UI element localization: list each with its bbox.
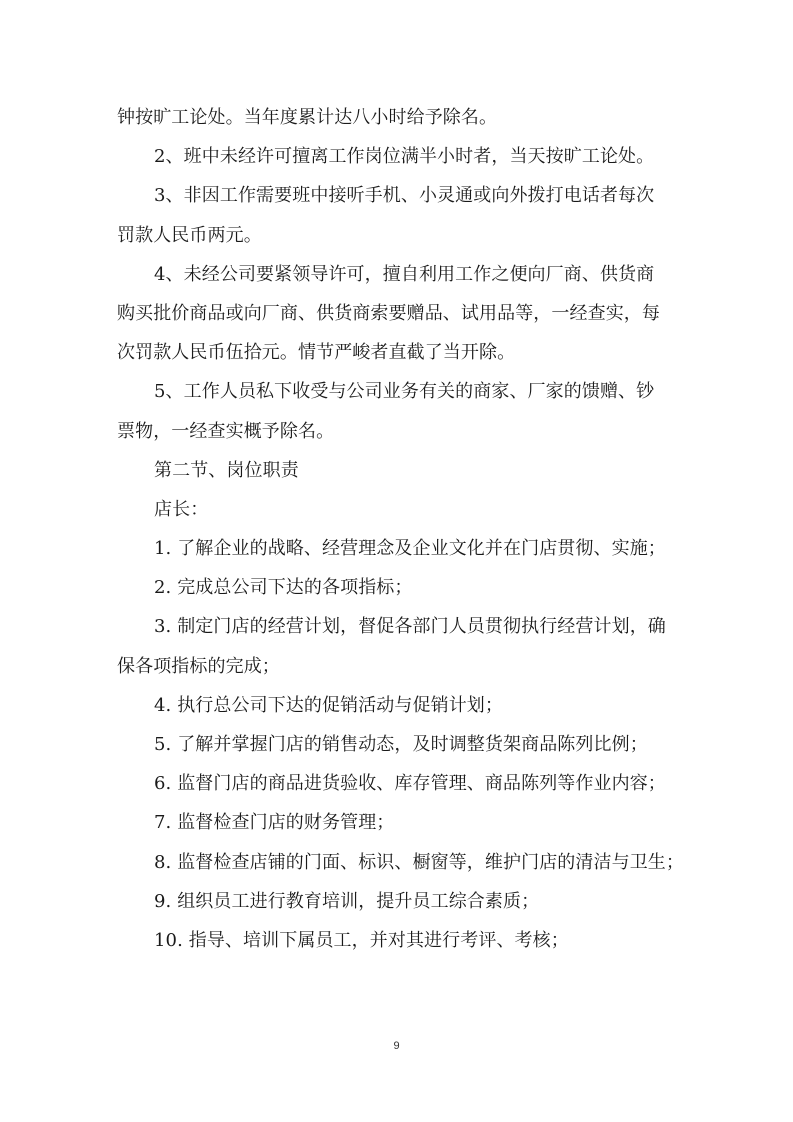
- section-heading: 第二节、岗位职责: [154, 459, 299, 481]
- duty-item-7: 7. 监督检查门店的财务管理；: [154, 812, 395, 834]
- duty-item-1: 1. 了解企业的战略、经营理念及企业文化并在门店贯彻、实施；: [154, 538, 666, 560]
- role-heading-store-manager: 店长：: [154, 498, 209, 520]
- duty-item-5: 5. 了解并掌握门店的销售动态，及时调整货架商品陈列比例；: [154, 734, 648, 755]
- duty-item-8: 8. 监督检查店铺的门面、标识、橱窗等，维护门店的清洁与卫生；: [154, 851, 684, 873]
- document-body: [117, 104, 684, 966]
- rule-item-3-continuation: 罚款人民币两元。: [117, 224, 262, 246]
- rule-item-5: 5、工作人员私下收受与公司业务有关的商家、厂家的馈赠、钞: [154, 381, 655, 403]
- duty-item-3: 3. 制定门店的经营计划，督促各部门人员贯彻执行经营计划，确: [154, 616, 666, 638]
- duty-item-6: 6. 监督门店的商品进货验收、库存管理、商品陈列等作业内容；: [154, 773, 666, 795]
- page-number: 9: [393, 1040, 400, 1052]
- rule-item-4: 4、未经公司要紧领导许可，擅自利用工作之便向厂商、供货商: [154, 263, 655, 285]
- rule-item-2: 2、班中未经许可擅离工作岗位满半小时者，当天按旷工论处。: [154, 146, 655, 168]
- duty-item-10: 10. 指导、培训下属员工，并对其进行考评、考核；: [154, 929, 569, 951]
- duty-item-2: 2. 完成总公司下达的各项指标；: [154, 577, 413, 599]
- duty-item-4: 4. 执行总公司下达的促销活动与促销计划；: [154, 694, 503, 716]
- rule-item-4-continuation-2: 次罚款人民币伍拾元。情节严峻者直截了当开除。: [117, 342, 516, 364]
- rule-item-3: 3、非因工作需要班中接听手机、小灵通或向外拨打电话者每次: [154, 185, 655, 207]
- rule-item-4-continuation: 购买批价商品或向厂商、供货商索要赠品、试用品等，一经查实，每: [117, 302, 660, 324]
- duty-item-9: 9. 组织员工进行教育培训，提升员工综合素质；: [154, 890, 540, 912]
- paragraph-line-continuation: 钟按旷工论处。当年度累计达八小时给予除名。: [117, 107, 498, 128]
- rule-item-5-continuation: 票物，一经查实概予除名。: [117, 420, 335, 442]
- duty-item-3-continuation: 保各项指标的完成；: [117, 655, 280, 677]
